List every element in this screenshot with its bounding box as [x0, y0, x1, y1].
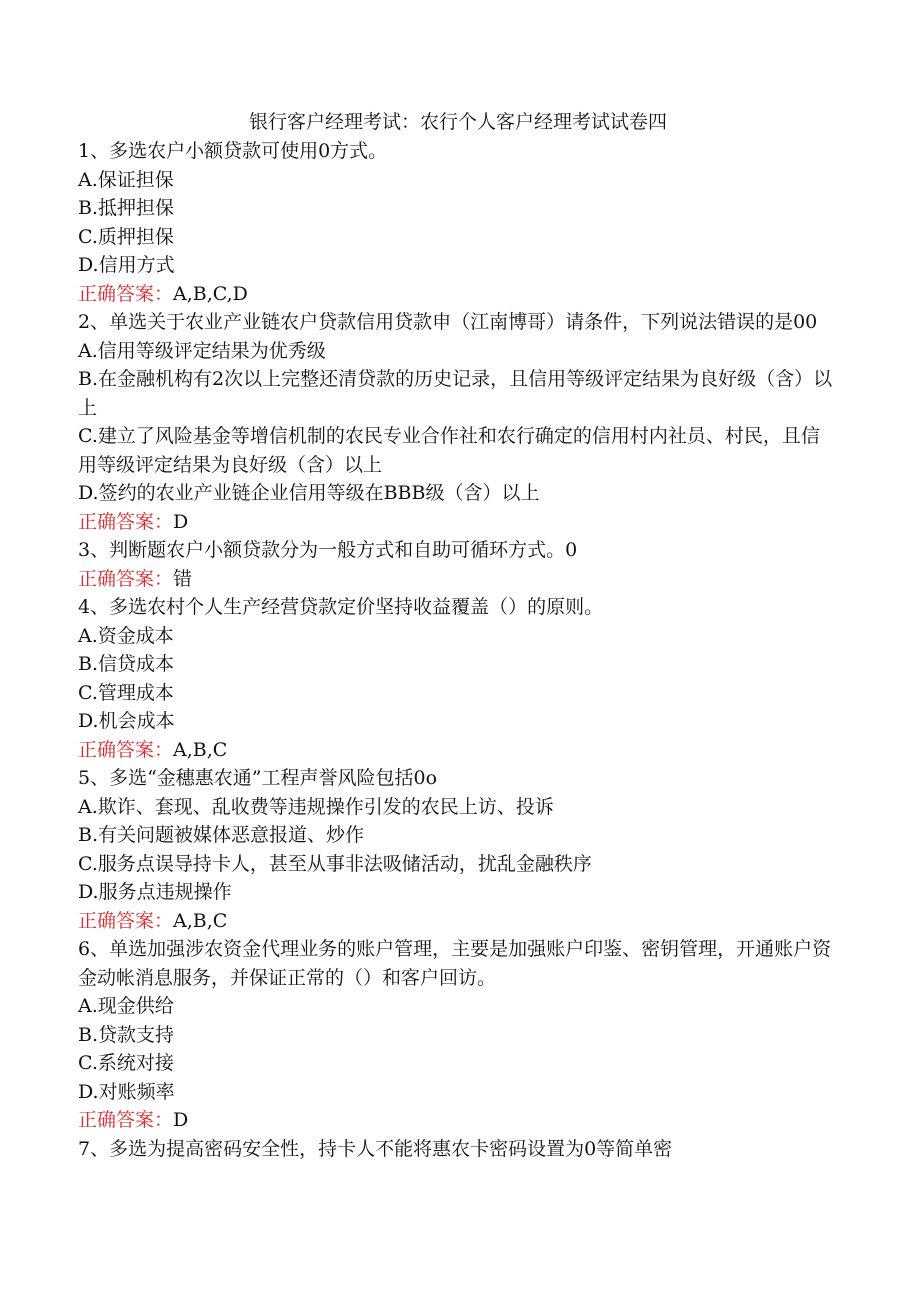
- answer-line: [78, 1106, 838, 1135]
- answer-label: 正确答案：: [78, 567, 174, 590]
- option-a: A.资金成本: [78, 624, 174, 647]
- question-stem: 5、多选“金穗惠农通”工程声誉风险包括0o: [78, 767, 438, 789]
- question-5: [78, 764, 838, 935]
- question-stem: 6、单选加强涉农资金代理业务的账户管理，主要是加强账户印鉴、密钥管理，开通账户资金动帐消息服务，并保证正常的（）和客户回访。: [78, 938, 832, 989]
- answer-label: 正确答案：: [78, 738, 174, 761]
- option-a: A.信用等级评定结果为优秀级: [78, 339, 326, 362]
- answer-value: A,B,C: [173, 909, 228, 932]
- option-b: B.有关问题被媒体恶意报道、炒作: [78, 824, 365, 846]
- option-d: D.服务点违规操作: [78, 881, 232, 903]
- option-d: D.机会成本: [78, 710, 175, 732]
- option-b: B.信贷成本: [78, 653, 175, 675]
- option-b: B.在金融机构有2次以上完整还清贷款的历史记录，且信用等级评定结果为良好级（含）以上: [78, 368, 833, 419]
- option-b: B.抵押担保: [78, 197, 175, 219]
- answer-line: [78, 736, 838, 765]
- question-7: [78, 1135, 838, 1164]
- option-a: A.保证担保: [78, 168, 174, 191]
- question-stem: 1、多选农户小额贷款可使用0方式。: [78, 140, 388, 162]
- answer-line: [78, 907, 838, 936]
- answer-label: 正确答案：: [78, 909, 174, 932]
- answer-label: 正确答案：: [78, 510, 174, 533]
- answer-line: [78, 508, 838, 537]
- answer-value: A,B,C: [173, 738, 228, 761]
- answer-line: [78, 280, 838, 309]
- answer-label: 正确答案：: [78, 282, 174, 305]
- option-b: B.贷款支持: [78, 1023, 175, 1046]
- question-2: [78, 308, 838, 536]
- answer-value: D: [173, 1109, 189, 1131]
- option-d: D.签约的农业产业链企业信用等级在BBB级（含）以上: [78, 482, 540, 504]
- question-stem: 4、多选农村个人生产经营贷款定价坚持收益覆盖（）的原则。: [78, 596, 604, 618]
- option-c: C.管理成本: [78, 681, 174, 704]
- option-c: C.服务点误导持卡人，甚至从事非法吸储活动，扰乱金融秩序: [78, 852, 592, 875]
- option-a: A.欺诈、套现、乱收费等违规操作引发的农民上访、投诉: [78, 795, 554, 818]
- option-a: A.现金供给: [78, 995, 174, 1017]
- answer-label: 正确答案：: [78, 1109, 174, 1131]
- question-stem: 7、多选为提高密码安全性，持卡人不能将惠农卡密码设置为0等简单密: [78, 1137, 673, 1160]
- document-page: [78, 108, 838, 1163]
- question-1: [78, 137, 838, 308]
- answer-value: D: [173, 510, 189, 533]
- option-d: D.对账频率: [78, 1080, 175, 1103]
- document-title: 银行客户经理考试：农行个人客户经理考试试卷四: [248, 111, 667, 133]
- answer-value: 错: [173, 567, 193, 590]
- option-d: D.信用方式: [78, 254, 175, 276]
- option-c: C.质押担保: [78, 225, 174, 248]
- option-c: C.建立了风险基金等增信机制的农民专业合作社和农行确定的信用村内社员、村民，且信用等级评定结果为良好级（含）以上: [78, 425, 820, 476]
- answer-value: A,B,C,D: [173, 282, 248, 305]
- question-stem: 3、判断题农户小额贷款分为一般方式和自助可循环方式。0: [78, 539, 578, 561]
- question-6: [78, 935, 838, 1135]
- answer-line: [78, 565, 838, 594]
- question-stem: 2、单选关于农业产业链农户贷款信用贷款申（江南博哥）请条件，下列说法错误的是00: [78, 311, 818, 333]
- question-4: [78, 593, 838, 764]
- option-c: C.系统对接: [78, 1052, 174, 1074]
- question-3: [78, 536, 838, 593]
